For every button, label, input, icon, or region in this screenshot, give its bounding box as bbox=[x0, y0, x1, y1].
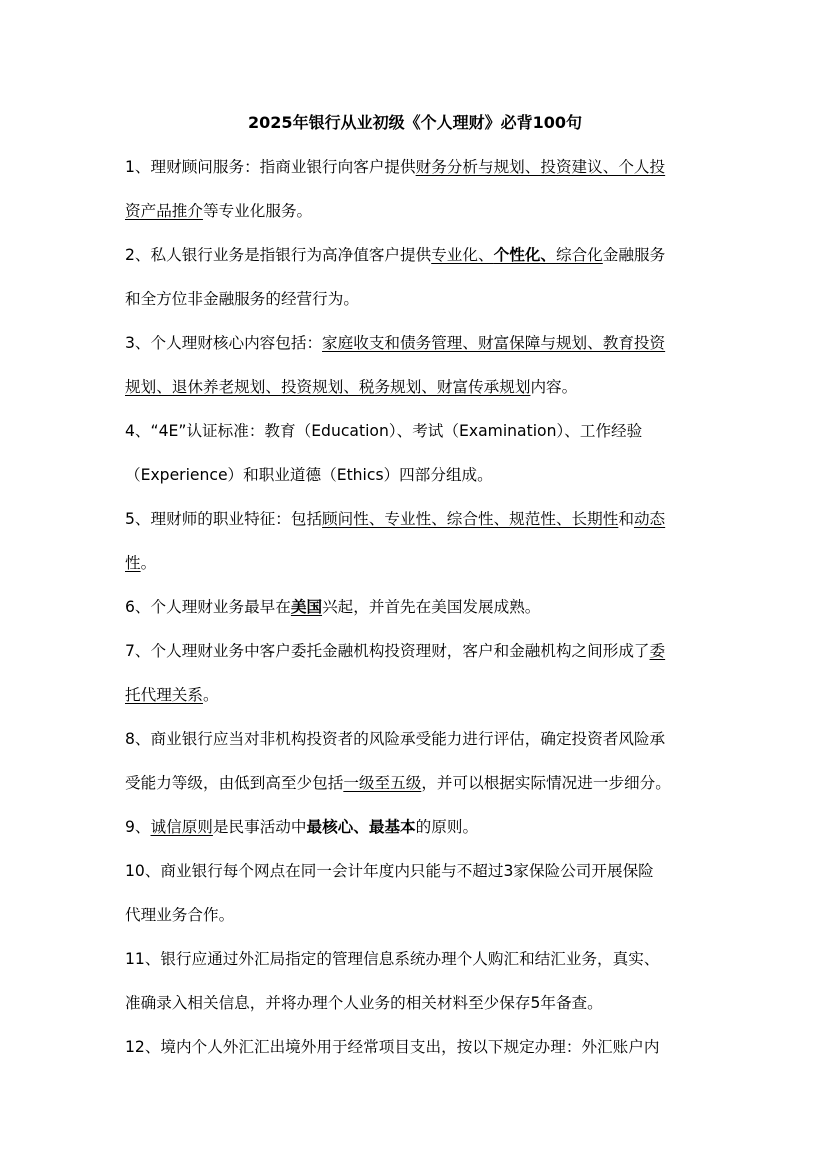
text-segment: 内容。 bbox=[530, 378, 578, 396]
item-10-line-2 bbox=[125, 904, 715, 926]
text-segment: 规划、退休养老规划、投资规划、税务规划、财富传承规划 bbox=[125, 378, 531, 396]
item-3-line-1 bbox=[125, 332, 715, 354]
text-segment: 资产品推介 bbox=[125, 202, 203, 220]
text-segment: 和 bbox=[618, 510, 634, 528]
text-segment: 家庭收支和债务管理、财富保障与规划、教育投资 bbox=[322, 334, 666, 352]
text-segment: 7、个人理财业务中客户委托金融机构投资理财，客户和金融机构之间形成了 bbox=[125, 642, 650, 660]
text-segment: 准确录入相关信息，并将办理个人业务的相关材料至少保存5年备查。 bbox=[125, 994, 603, 1012]
text-segment: 11、银行应通过外汇局指定的管理信息系统办理个人购汇和结汇业务，真实、 bbox=[125, 950, 660, 968]
text-segment: 一级至五级 bbox=[343, 774, 422, 792]
text-segment: 4、“4E”认证标准：教育（Education）、考试（Examination）、工作经验 bbox=[125, 422, 643, 440]
text-segment: 8、商业银行应当对非机构投资者的风险承受能力进行评估，确定投资者风险承 bbox=[125, 730, 666, 748]
text-segment: 9、 bbox=[125, 818, 151, 836]
text-segment: 。 bbox=[140, 554, 157, 572]
text-segment: 和全方位非金融服务的经营行为。 bbox=[125, 290, 359, 308]
item-8-line-2 bbox=[125, 772, 715, 794]
item-3-line-2 bbox=[125, 376, 715, 398]
item-1-line-2 bbox=[125, 200, 715, 222]
text-segment: 代理业务合作。 bbox=[125, 906, 235, 924]
text-segment: 等专业化服务。 bbox=[202, 202, 313, 220]
text-segment: 诚信原则 bbox=[150, 818, 213, 836]
item-11-line-2 bbox=[125, 992, 715, 1014]
item-11-line-1 bbox=[125, 948, 715, 970]
text-segment: 综合化 bbox=[555, 246, 603, 264]
text-segment: 5、理财师的职业特征：包括 bbox=[125, 510, 323, 528]
item-10-line-1 bbox=[125, 860, 715, 882]
item-4-line-1 bbox=[125, 420, 715, 442]
text-segment: 2、私人银行业务是指银行为高净值客户提供 bbox=[125, 246, 432, 264]
text-segment: 委 bbox=[649, 642, 666, 660]
text-segment: 受能力等级，由低到高至少包括 bbox=[125, 774, 344, 792]
document-title: 2025年银行从业初级《个人理财》必背100句 bbox=[248, 113, 582, 132]
text-segment: 个性化、 bbox=[493, 246, 556, 264]
text-segment: 动态 bbox=[633, 510, 666, 528]
text-segment: 美国 bbox=[290, 598, 323, 616]
text-segment: 3、个人理财核心内容包括： bbox=[125, 334, 323, 352]
text-segment: 财务分析与规划、投资建议、个人投 bbox=[415, 158, 666, 176]
text-segment: 兴起，并首先在美国发展成熟。 bbox=[322, 598, 541, 616]
item-4-line-2 bbox=[125, 464, 715, 486]
text-segment: 12、境内个人外汇汇出境外用于经常项目支出，按以下规定办理：外汇账户内 bbox=[125, 1038, 660, 1056]
text-segment: 。 bbox=[202, 686, 219, 704]
text-segment: 金融服务 bbox=[602, 246, 666, 264]
item-6-line-1 bbox=[125, 596, 715, 618]
text-segment: （Experience）和职业道德（Ethics）四部分组成。 bbox=[125, 466, 493, 484]
item-2-line-2 bbox=[125, 288, 715, 310]
text-segment: 性 bbox=[125, 554, 141, 572]
text-segment: 1、理财顾问服务：指商业银行向客户提供 bbox=[125, 158, 416, 176]
text-segment: ，并可以根据实际情况进一步细分。 bbox=[421, 774, 671, 792]
item-12-line-1 bbox=[125, 1036, 715, 1058]
item-1-line-1 bbox=[125, 156, 715, 178]
text-segment: 的原则。 bbox=[415, 818, 479, 836]
text-segment: 最核心、最基本 bbox=[306, 818, 416, 836]
item-7-line-1 bbox=[125, 640, 715, 662]
text-segment: 专业化、 bbox=[431, 246, 494, 264]
item-2-line-1 bbox=[125, 244, 715, 266]
item-5-line-1 bbox=[125, 508, 715, 530]
text-segment: 6、个人理财业务最早在 bbox=[125, 598, 291, 616]
item-9-line-1 bbox=[125, 816, 715, 838]
text-segment: 顾问性、专业性、综合性、规范性、长期性 bbox=[322, 510, 619, 528]
item-5-line-2 bbox=[125, 552, 715, 574]
text-segment: 是民事活动中 bbox=[212, 818, 307, 836]
item-8-line-1 bbox=[125, 728, 715, 750]
text-segment: 托代理关系 bbox=[125, 686, 203, 704]
item-7-line-2 bbox=[125, 684, 715, 706]
text-segment: 10、商业银行每个网点在同一会计年度内只能与不超过3家保险公司开展保险 bbox=[125, 862, 654, 880]
